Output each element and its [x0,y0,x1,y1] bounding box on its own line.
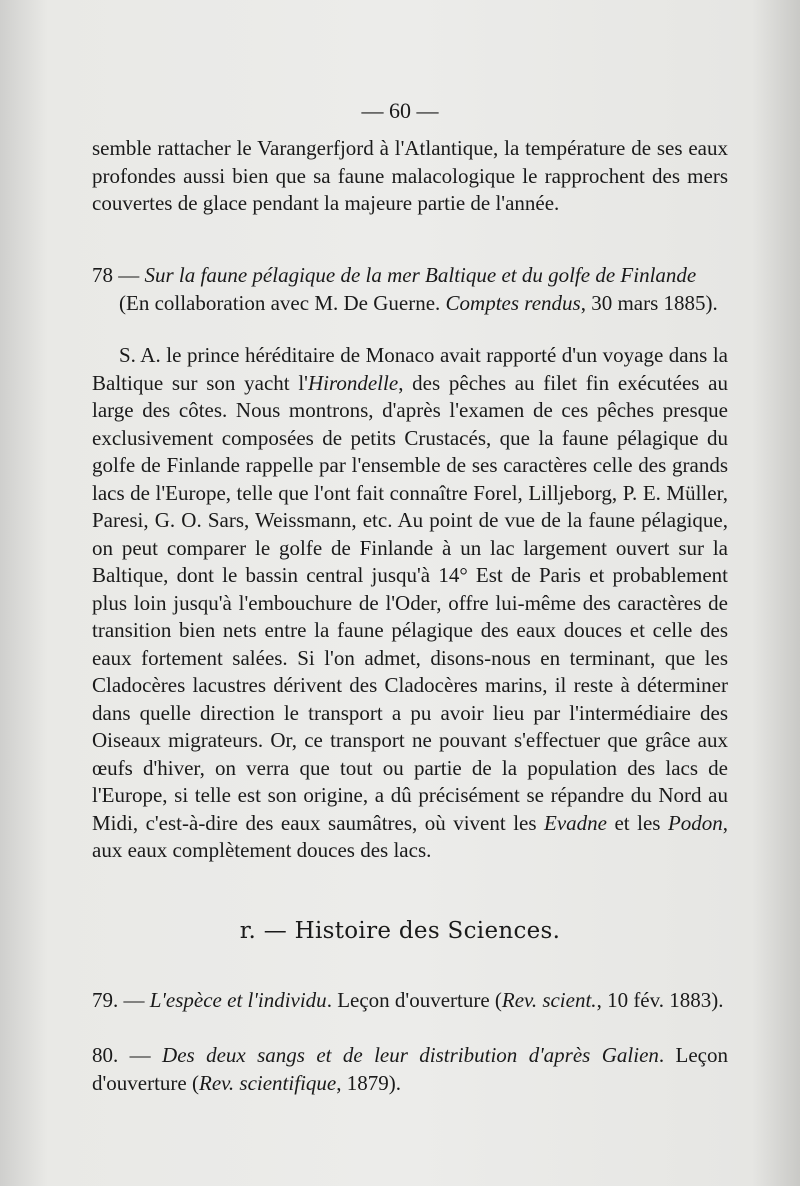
entry-78 [92,262,728,317]
entry-79-number: 79. — [92,988,150,1012]
entry-78-citation [92,290,728,318]
entry-80-title: Des deux sangs et de leur distribution d'après Galien [162,1043,659,1067]
entry-80-date: , 1879). [336,1070,401,1095]
summary-part-a: S. A. le prince héréditaire de Monaco avait rapporté d'un voyage dans la Baltique sur son yacht l' [92,343,728,395]
entry-80-number: 80. — [92,1043,163,1067]
genus-podon: Podon [667,810,723,835]
paragraph-continuation: semble rattacher le Varangerfjord à l'Atlantique, la température de ses eaux profondes aussi bien que sa faune malacologique le rapprochent des mers couvertes de glace pendant la majeure partie de l'année. [92,136,728,215]
entry-79 [92,987,728,1015]
summary-part-d: , aux eaux complètement douces des lacs. [92,810,729,862]
entry-78-collab: (En collaboration avec M. De Guerne. [119,290,441,315]
summary-part-b: , des pêches au filet fin exécutées au large des côtes. Nous montrons, d'après l'examen de ces pêches presque exclusivement composées de petits Crustacés, que la faune pélagique du golfe de Finlande rappelle par l'ensemble de ses caractères celle des grands lacs de l'Europe, telle que l'ont fait connaître Forel, Lilljeborg, P. E. Müller, Paresi, G. O. Sars, Weissmann, etc. Au point de vue de la faune pélagique, on peut comparer le golfe de Finlande à un lac largement ouvert sur la Baltique, dont le bassin central jusqu'à 14° Est de Paris et probablement plus loin jusqu'à l'embouchure de l'Oder, offre lui-même des caractères de transition bien nets entre la faune pélagique des eaux douces et celle des eaux fortement salées. Si l'on admet, disons-nous en terminant, que les Cladocères lacustres dérivent des Cladocères marins, il reste à déterminer dans quelle direction le transport a pu avoir lieu par l'intermédiaire des Oiseaux migrateurs. Or, ce transport ne pouvant s'effectuer que grâce aux œufs d'hiver, on verra que tout ou partie de la population des lacs de l'Europe, si telle est son origine, a dû précisément se répandre du Nord au Midi, c'est-à-dire des eaux saumâtres, où vivent les [92,370,728,835]
entry-78-number: 78 [92,263,113,287]
entry-79-journal: Rev. scient. [501,988,597,1012]
entry-78-date: , 30 mars 1885). [580,290,718,315]
ship-name: Hirondelle [307,370,399,395]
page-number: — 60 — [361,98,439,123]
entry-78-summary [92,342,728,865]
entry-79-title: L'espèce et l'individu [149,988,327,1012]
entry-78-dash: — [113,263,145,287]
section-heading: r. — Histoire des Sciences. [239,918,561,944]
entry-78-title: Sur la faune pélagique de la mer Baltique et du golfe de Finlande [144,263,697,287]
entry-79-rest: . Leçon d'ouverture ( [326,988,502,1012]
entry-80-rest: . Leçon d'ouverture ( [92,1043,728,1095]
entry-80 [92,1042,728,1097]
genus-evadne: Evadne [544,810,607,835]
entry-78-journal: Comptes rendus [445,290,581,315]
summary-part-c: et les [607,810,668,835]
entry-79-date: , 10 fév. 1883). [596,988,724,1012]
entry-80-journal: Rev. scientifique [199,1070,337,1095]
